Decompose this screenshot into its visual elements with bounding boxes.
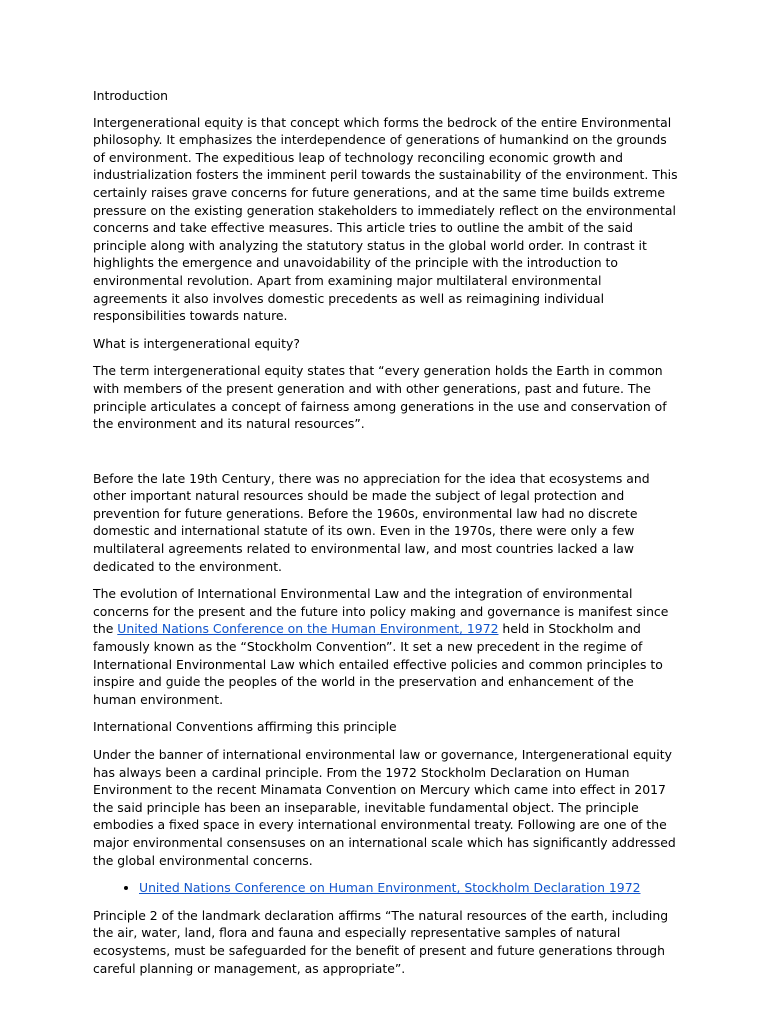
evolution-text-after-link: held in Stockholm and famously known as the “Stockholm Convention”. It set a new precedent in the regime of International Environmental Law which entailed effective policies and common principles to inspire and guide the peoples of the world in the preservation and enhancement of the human environment. (93, 621, 663, 707)
history-paragraph: Before the late 19th Century, there was no appreciation for the idea that ecosystems and other important natural resources should be made the subject of legal protection and prevention for future generations. Before the 1960s, environmental law had no discrete domestic and international statute of its own. Even in the 1970s, there were only a few multilateral agreements related to environmental law, and most countries lacked a law dedicated to the environment. (93, 470, 650, 574)
evolution-text-before-link: The evolution of International Environmental Law and the integration of environmental concerns for the present and the future into policy making and governance is manifest since the (93, 586, 669, 637)
definition-paragraph: The term intergenerational equity states that “every generation holds the Earth in common with members of the present generation and with other generations, past and future. The principle articulates a concept of fairness among generations in the use and conservation of the environment and its natural resources”. (93, 363, 667, 432)
un-conference-1972-link[interactable]: United Nations Conference on the Human Environment, 1972 (117, 621, 499, 637)
conventions-paragraph: Under the banner of international environmental law or governance, Intergenerational equity has always been a cardinal principle. From the 1972 Stockholm Declaration on Human Environment to the recent Minamata Convention on Mercury which came into effect in 2017 the said principle has been an inseparable, inevitable fundamental object. The principle embodies a fixed space in every international environmental treaty. Following are one of the major environmental consensuses on an international scale which has significantly addressed the global environmental concerns. (93, 747, 676, 868)
evolution-paragraph (93, 585, 678, 708)
intro-paragraph: Intergenerational equity is that concept which forms the bedrock of the entire Environmental philosophy. It emphasizes the interdependence of generations of humankind on the grounds of environment. The expeditious leap of technology reconciling economic growth and industrialization fosters the imminent peril towards the sustainability of the environment. This certainly raises grave concerns for future generations, and at the same time builds extreme pressure on the existing generation stakeholders to immediately reflect on the environmental concerns and take effective measures. This article tries to outline the ambit of the said principle along with analyzing the statutory status in the global world order. In contrast it highlights the emergence and unavoidability of the principle with the introduction to environmental revolution. Apart from examining major multilateral environmental agreements it also involves domestic precedents as well as reimagining individual responsibilities towards nature. (93, 114, 678, 324)
document-body (93, 87, 678, 987)
conventions-list (93, 879, 678, 897)
stockholm-declaration-link[interactable]: United Nations Conference on Human Environment, Stockholm Declaration 1972 (139, 880, 641, 896)
heading-what-is-intergenerational-equity: What is intergenerational equity? (93, 335, 300, 351)
heading-introduction: Introduction (93, 88, 169, 103)
principle-2-paragraph: Principle 2 of the landmark declaration affirms “The natural resources of the earth, including the air, water, land, flora and fauna and especially representative samples of natural ecosystems, must be safeguarded for the benefit of present and future generations through careful planning or management, as appropriate”. (93, 907, 669, 976)
heading-international-conventions: International Conventions affirming this principle (93, 719, 397, 735)
list-item (139, 879, 678, 897)
